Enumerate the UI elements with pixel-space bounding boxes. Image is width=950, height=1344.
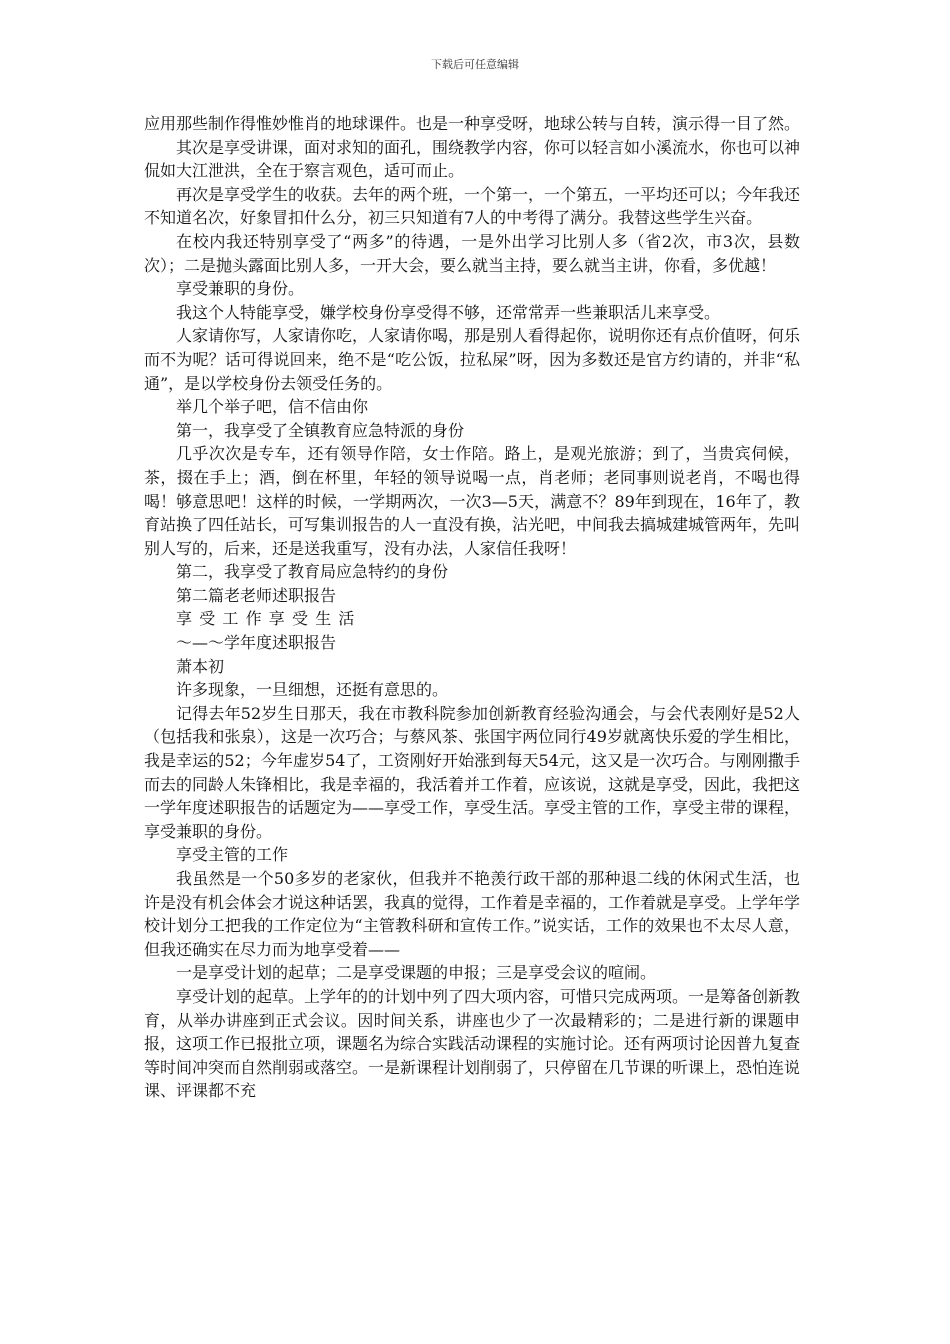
- paragraph: 我虽然是一个50多岁的老家伙，但我并不艳羡行政干部的那种退二线的休闲式生活，也许是没有机会体会才说这种话罢，我真的觉得，工作着是幸福的，工作着就是享受。上学年学校计划分工把我的工作定位为“主管教科研和宣传工作。”说实话，工作的效果也不太尽人意，但我还确实在尽力而为地享受着——: [144, 869, 801, 959]
- document-body: [144, 112, 800, 1103]
- subsection-heading: 第一，我享受了全镇教育应急特派的身份: [176, 420, 465, 440]
- paragraph: 再次是享受学生的收获。去年的两个班，一个第一，一个第五，一平均还可以；今年我还不知道名次，好象冒扣什么分，初三只知道有7人的中考得了满分。我替这些学生兴奋。: [144, 184, 801, 228]
- paragraph: 享受计划的起草。上学年的的计划中列了四大项内容，可惜只完成两项。一是筹备创新教育，从举办讲座到正式会议。因时间关系，讲座也少了一次最精彩的；二是进行新的课题申报，这项工作已报批立项，课题名为综合实践活动课程的实施讨论。还有两项讨论因普九复查等时间冲突而自然削弱或落空。一是新课程计划削弱了，只停留在几节课的听课上，恐怕连说课、评课都不充: [144, 986, 801, 1101]
- paragraph: 应用那些制作得惟妙惟肖的地球课件。也是一种享受呀，地球公转与自转，演示得一目了然。: [144, 114, 801, 133]
- article-title: 第二篇老老师述职报告: [176, 585, 337, 605]
- paragraph: 举几个举子吧，信不信由你: [176, 397, 369, 417]
- section-heading: 享受兼职的身份。: [176, 279, 305, 299]
- paragraph: 在校内我还特别享受了“两多”的待遇，一是外出学习比别人多（省2次，市3次，县数次）；二是抛头露面比别人多，一开大会，要么就当主持，要么就当主讲，你看，多优越！: [144, 231, 800, 275]
- section-heading: 享受主管的工作: [176, 845, 289, 865]
- paragraph: 记得去年52岁生日那天，我在市教科院参加创新教育经验沟通会，与会代表刚好是52人（包括我和张泉），这是一次巧合；与蔡风茶、张国宇两位同行49岁就离快乐爱的学生相比，我是幸运的52；今年虚岁54了，工资刚好开始涨到每天54元，这又是一次巧合。与刚刚撒手而去的同龄人朱锋相比，我是幸福的，我活着并工作着，应该说，这就是享受，因此，我把这一学年度述职报告的话题定为——享受工作，享受生活。享受主管的工作，享受主带的课程，享受兼职的身份。: [144, 703, 801, 841]
- subsection-heading: 第二，我享受了教育局应急特约的身份: [176, 562, 449, 582]
- paragraph: 人家请你写，人家请你吃，人家请你喝，那是别人看得起你，说明你还有点价值呀，何乐而不为呢？话可得说回来，绝不是“吃公饭，拉私屎”呀，因为多数还是官方约请的，并非“私通”，是以学校身份去领受任务的。: [144, 326, 801, 393]
- paragraph: 许多现象，一旦细想，还挺有意思的。: [176, 680, 449, 700]
- article-subtitle: 享受工作享受生活: [176, 609, 362, 629]
- paragraph: 其次是享受讲课，面对求知的面孔，围绕教学内容，你可以轻言如小溪流水，你也可以神侃如大江泄洪，全在于察言观色，适可而止。: [144, 137, 801, 181]
- paragraph: 一是享受计划的起草；二是享受课题的申报；三是享受会议的喧闹。: [176, 963, 657, 983]
- paragraph: 我这个人特能享受，嫌学校身份享受得不够，还常常弄一些兼职活儿来享受。: [176, 302, 721, 322]
- report-title: ～—～学年度述职报告: [176, 633, 337, 653]
- paragraph: 几乎次次是专车，还有领导作陪，女士作陪。路上，是观光旅游；到了，当贵宾伺候，茶，掇在手上；酒，倒在杯里，年轻的领导说喝一点，肖老师；老同事则说老肖，不喝也得喝！够意思吧！这样的时候，一学期两次，一次3—5天，满意不？89年到现在，16年了，教育站换了四任站长，可写集训报告的人一直没有换，沾光吧，中间我去搞城建城管两年，先叫别人写的，后来，还是送我重写，没有办法，人家信任我呀！: [144, 444, 801, 558]
- author-name: 萧本初: [176, 656, 225, 676]
- page-header: 下载后可任意编辑: [431, 58, 519, 71]
